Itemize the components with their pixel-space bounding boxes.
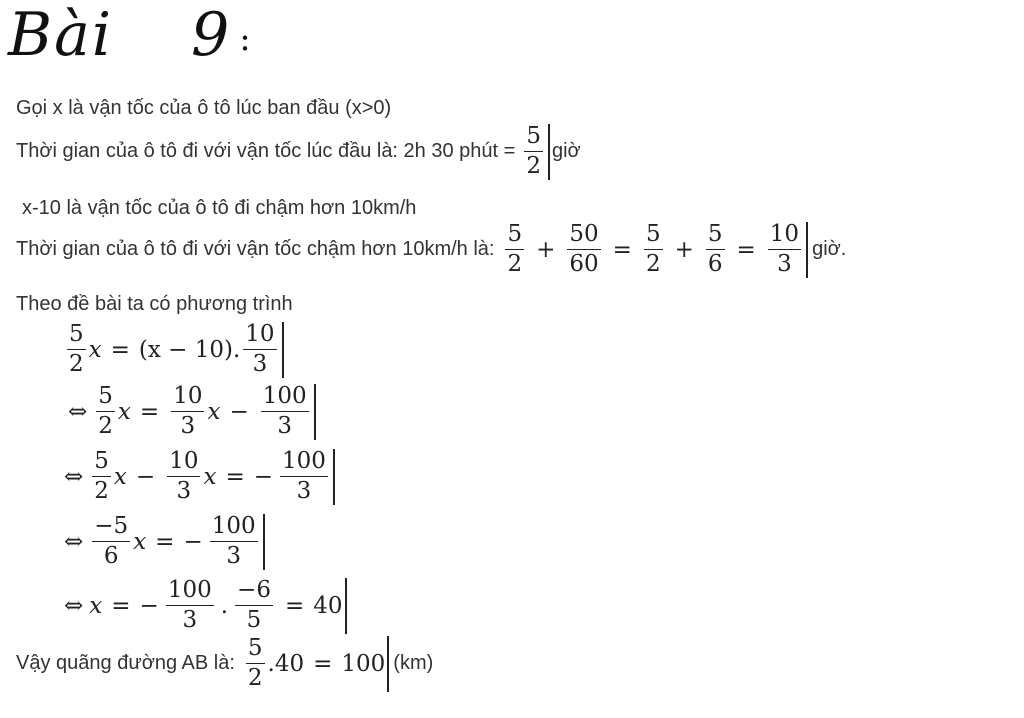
conclusion-text: Vậy quãng đường AB là:	[16, 652, 235, 675]
intro-line-3: x-10 là vận tốc của ô tô đi chậm hơn 10km/h	[22, 197, 417, 219]
cursor-bar	[333, 449, 335, 505]
cursor-bar	[387, 636, 389, 692]
fraction: $\frac{5}{2}$	[645, 221, 661, 278]
cursor-bar	[314, 384, 316, 440]
intro-line-1: Gọi x là vận tốc của ô tô lúc ban đầu (x>0)	[16, 97, 392, 119]
distance-expression: $\frac{5}{2}$ .40 = 100	[243, 636, 389, 692]
cursor-bar	[548, 124, 550, 180]
solution-value: 40	[313, 592, 343, 619]
slow-time-expression: $\frac{5}{2}$ + $\frac{50}{60}$ = $\frac{5}{2}$ + $\frac{5}{6}$ = $\frac{10}{3}$	[502, 222, 808, 278]
equation-2: ⇔ $\frac{5}{2}$ x = $\frac{10}{3}$ x − $\frac{100}{3}$	[68, 384, 316, 440]
conclusion-line	[16, 636, 433, 692]
distance-value: 100	[341, 650, 386, 677]
intro-line-5: Theo đề bài ta có phương trình	[16, 293, 293, 315]
fraction: $\frac{5}{2}$	[247, 635, 263, 692]
fraction: $\frac{5}{2}$	[526, 123, 541, 180]
fraction: $\frac{5}{2}$	[94, 448, 109, 505]
fraction: $\frac{100}{3}$	[211, 513, 256, 570]
intro-line-2	[16, 124, 581, 180]
equation-1: $\frac{5}{2}$ x = (x − 10). $\frac{10}{3}$	[64, 322, 284, 378]
fraction: $\frac{5}{6}$	[707, 221, 723, 278]
fraction: $\frac{5}{2}$	[98, 383, 113, 440]
title-number: 9	[191, 0, 232, 70]
cursor-bar	[263, 514, 265, 570]
fraction: $\frac{5}{2}$	[507, 221, 523, 278]
fraction: $\frac{5}{2}$	[69, 321, 84, 378]
fraction: $\frac{10}{3}$	[769, 221, 800, 278]
page-title	[8, 0, 253, 70]
title-word: Bài	[8, 0, 114, 70]
intro-line-4	[16, 222, 846, 278]
unit-hour: giờ.	[812, 238, 847, 261]
cursor-bar	[345, 578, 347, 634]
equation-3: ⇔ $\frac{5}{2}$ x − $\frac{10}{3}$ x = − $\frac{100}{3}$	[64, 449, 335, 505]
fraction: $\frac{10}{3}$	[173, 383, 203, 440]
time-fraction	[521, 124, 550, 180]
equation-5: ⇔ x = − $\frac{100}{3}$ . $\frac{-6}{5}$ = 40	[64, 578, 347, 634]
equation-4: ⇔ $\frac{-5}{6}$ x = − $\frac{100}{3}$	[64, 514, 265, 570]
cursor-bar	[806, 222, 808, 278]
fraction: $\frac{50}{60}$	[569, 221, 599, 278]
cursor-bar	[282, 322, 284, 378]
intro-line-2-text: Thời gian của ô tô đi với vận tốc lúc đầu là: 2h 30 phút =	[16, 140, 516, 163]
fraction: $\frac{100}{3}$	[167, 577, 212, 634]
fraction: $\frac{100}{3}$	[262, 383, 307, 440]
unit-km: (km)	[393, 652, 434, 675]
fraction: $\frac{-6}{5}$	[237, 577, 271, 634]
title-colon: :	[239, 19, 253, 60]
fraction: $\frac{10}{3}$	[245, 321, 275, 378]
fraction: $\frac{100}{3}$	[282, 448, 326, 505]
fraction: $\frac{-5}{6}$	[94, 513, 129, 570]
intro-line-4-text: Thời gian của ô tô đi với vận tốc chậm hơn 10km/h là:	[16, 238, 495, 261]
unit-hour: giờ	[551, 140, 581, 163]
fraction: $\frac{10}{3}$	[169, 448, 199, 505]
